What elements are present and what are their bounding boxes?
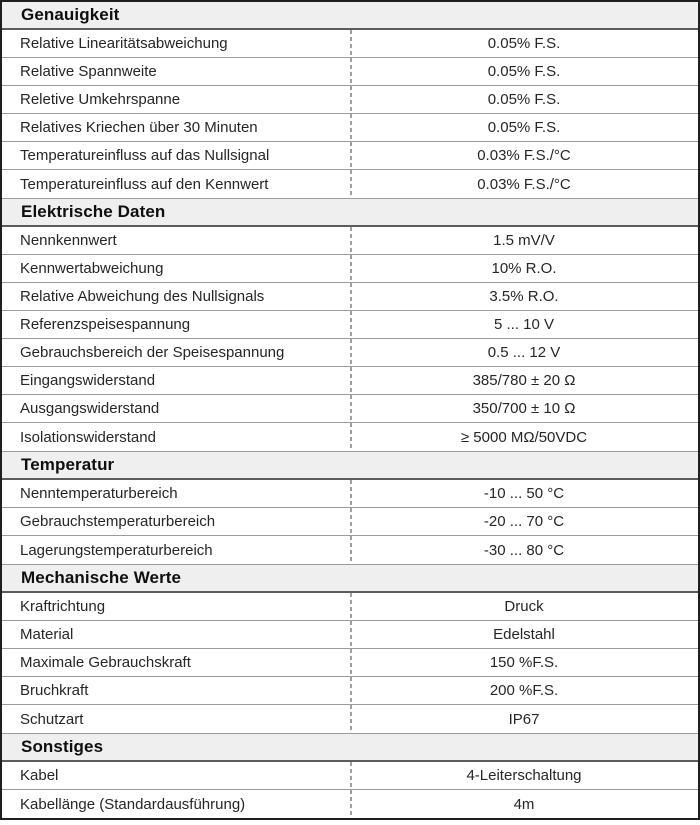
spec-label: Kennwertabweichung [20, 260, 164, 277]
spec-row [2, 227, 698, 255]
spec-row [2, 649, 698, 677]
spec-value: 200 %F.S. [350, 677, 698, 704]
spec-value: 4m [350, 790, 698, 818]
section-header: Genauigkeit [2, 2, 698, 30]
spec-value: 150 %F.S. [350, 649, 698, 676]
spec-value: -10 ... 50 °C [350, 480, 698, 507]
spec-label: Gebrauchstemperaturbereich [20, 513, 216, 530]
spec-label: Bruchkraft [20, 682, 89, 699]
spec-row [2, 621, 698, 649]
spec-value: ≥ 5000 MΩ/50VDC [350, 423, 698, 451]
spec-row [2, 114, 698, 142]
section-header: Sonstiges [2, 733, 698, 762]
spec-row [2, 395, 698, 423]
spec-row [2, 367, 698, 395]
spec-value: 0.05% F.S. [350, 86, 698, 113]
spec-row [2, 762, 698, 790]
spec-value: 0.03% F.S./°C [350, 170, 698, 198]
spec-label: Isolationswiderstand [20, 428, 156, 446]
spec-label: Reletive Umkehrspanne [20, 91, 181, 108]
section-header: Temperatur [2, 451, 698, 480]
spec-row [2, 677, 698, 705]
spec-label: Temperatureinfluss auf das Nullsignal [20, 147, 270, 164]
spec-label: Maximale Gebrauchskraft [20, 654, 191, 671]
section-header: Elektrische Daten [2, 198, 698, 227]
spec-value: 10% R.O. [350, 255, 698, 282]
spec-value: IP67 [350, 705, 698, 733]
spec-row [2, 480, 698, 508]
spec-section [2, 733, 698, 818]
spec-label: Lagerungstemperaturbereich [20, 541, 213, 559]
spec-value: 3.5% R.O. [350, 283, 698, 310]
spec-value: 4-Leiterschaltung [350, 762, 698, 789]
spec-value: Druck [350, 593, 698, 620]
spec-value: 0.03% F.S./°C [350, 142, 698, 169]
spec-row [2, 311, 698, 339]
spec-label: Nenntemperaturbereich [20, 485, 178, 502]
spec-row [2, 339, 698, 367]
spec-row [2, 283, 698, 311]
spec-row [2, 705, 698, 733]
spec-value: -20 ... 70 °C [350, 508, 698, 535]
spec-label: Nennkennwert [20, 232, 117, 249]
spec-label: Kabellänge (Standardausführung) [20, 795, 246, 813]
spec-value: 5 ... 10 V [350, 311, 698, 338]
spec-label: Referenzspeisespannung [20, 316, 191, 333]
spec-value: -30 ... 80 °C [350, 536, 698, 564]
spec-label: Kabel [20, 767, 59, 784]
spec-label: Eingangswiderstand [20, 372, 156, 389]
section-header: Mechanische Werte [2, 564, 698, 593]
spec-label: Relative Abweichung des Nullsignals [20, 288, 265, 305]
spec-label: Relative Linearitätsabweichung [20, 35, 228, 52]
spec-row [2, 790, 698, 818]
spec-row [2, 508, 698, 536]
spec-label: Ausgangswiderstand [20, 400, 160, 417]
spec-value: 0.05% F.S. [350, 114, 698, 141]
spec-value: 385/780 ± 20 Ω [350, 367, 698, 394]
spec-row [2, 30, 698, 58]
spec-value: 1.5 mV/V [350, 227, 698, 254]
spec-value: 0.5 ... 12 V [350, 339, 698, 366]
spec-row [2, 170, 698, 198]
spec-label: Relatives Kriechen über 30 Minuten [20, 119, 258, 136]
spec-label: Relative Spannweite [20, 63, 157, 80]
spec-row [2, 255, 698, 283]
spec-section [2, 198, 698, 451]
spec-row [2, 423, 698, 451]
spec-section [2, 564, 698, 733]
spec-row [2, 536, 698, 564]
spec-label: Gebrauchsbereich der Speisespannung [20, 344, 285, 361]
spec-label: Temperatureinfluss auf den Kennwert [20, 175, 269, 193]
spec-label: Kraftrichtung [20, 598, 106, 615]
spec-row [2, 86, 698, 114]
spec-label: Material [20, 626, 74, 643]
spec-value: Edelstahl [350, 621, 698, 648]
spec-value: 350/700 ± 10 Ω [350, 395, 698, 422]
spec-row [2, 58, 698, 86]
spec-section [2, 2, 698, 198]
spec-row [2, 593, 698, 621]
spec-row [2, 142, 698, 170]
spec-label: Schutzart [20, 710, 84, 728]
spec-value: 0.05% F.S. [350, 30, 698, 57]
spec-section [2, 451, 698, 564]
spec-value: 0.05% F.S. [350, 58, 698, 85]
